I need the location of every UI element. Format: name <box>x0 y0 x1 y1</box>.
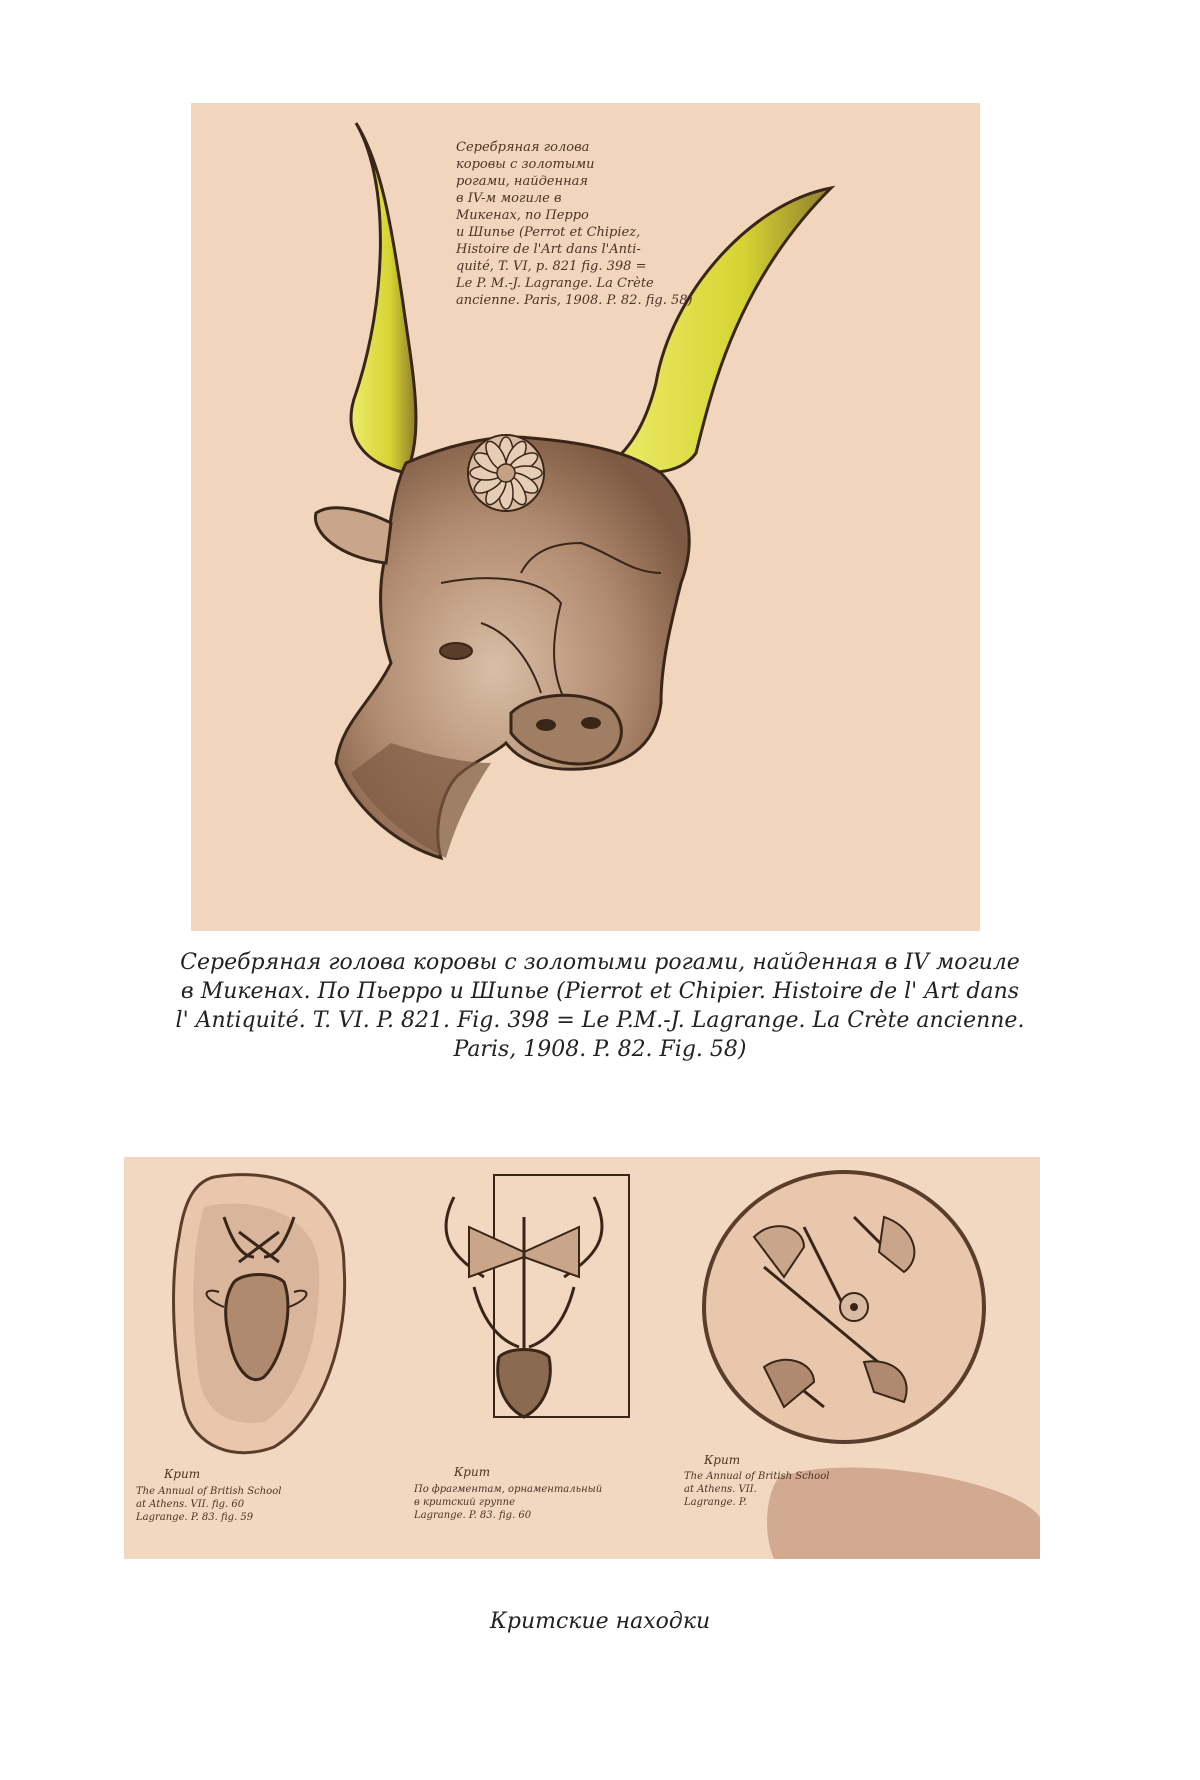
right-plaque <box>704 1172 984 1442</box>
figure2-caption: Критские находки <box>489 1609 711 1634</box>
caption-line: Серебряная голова коровы с золотыми рогами, найденная в IV могиле <box>180 950 1020 975</box>
label-text: The Annual of British School at Athens. VII. Lagrange. P. <box>684 1471 830 1508</box>
nostril <box>581 717 601 729</box>
label-title: Крит <box>704 1453 741 1467</box>
figure1-caption <box>100 948 1100 1064</box>
caption-line: l' Antiquité. T. VI. P. 821. Fig. 398 = Le P.M.-J. Lagrange. La Crète ancienne. <box>175 1008 1025 1033</box>
caption-line: Paris, 1908. P. 82. Fig. 58) <box>453 1037 747 1062</box>
bull-eye <box>440 643 472 659</box>
middle-sketch <box>446 1175 629 1417</box>
cretan-finds-drawing <box>124 1157 1040 1559</box>
left-plaque <box>174 1175 345 1453</box>
label-title: Крит <box>164 1467 201 1481</box>
label-text: По фрагментам, орнаментальный в критский группе Lagrange. P. 83. fig. 60 <box>414 1484 603 1521</box>
forehead-rosette <box>468 435 544 511</box>
left-horn <box>351 123 416 473</box>
rosette-small <box>840 1293 868 1321</box>
label-text: The Annual of British School at Athens. VII. fig. 60 Lagrange. P. 83. fig. 59 <box>136 1486 282 1523</box>
bull-head-drawing <box>191 103 980 931</box>
caption-line: в Микенах. По Пьерро и Шипье (Pierrot et Chipier. Histoire de l' Art dans <box>180 979 1020 1004</box>
bull-ear <box>315 508 391 563</box>
handwritten-note: Серебряная голова коровы с золотыми рогами, найденная в IV-м могиле в Микенах, по Перро и Шипье (Perrot et Chipiez, Histoire de l'Art dans l'Anti- quité, T. VI, p. 821 fig. 398 = Le P. M.-J. Lagrange. La Crète ancienne. Paris, 1908. P. 82. fig. 58) <box>456 140 693 308</box>
nostril <box>536 719 556 731</box>
label-title: Крит <box>454 1465 491 1479</box>
